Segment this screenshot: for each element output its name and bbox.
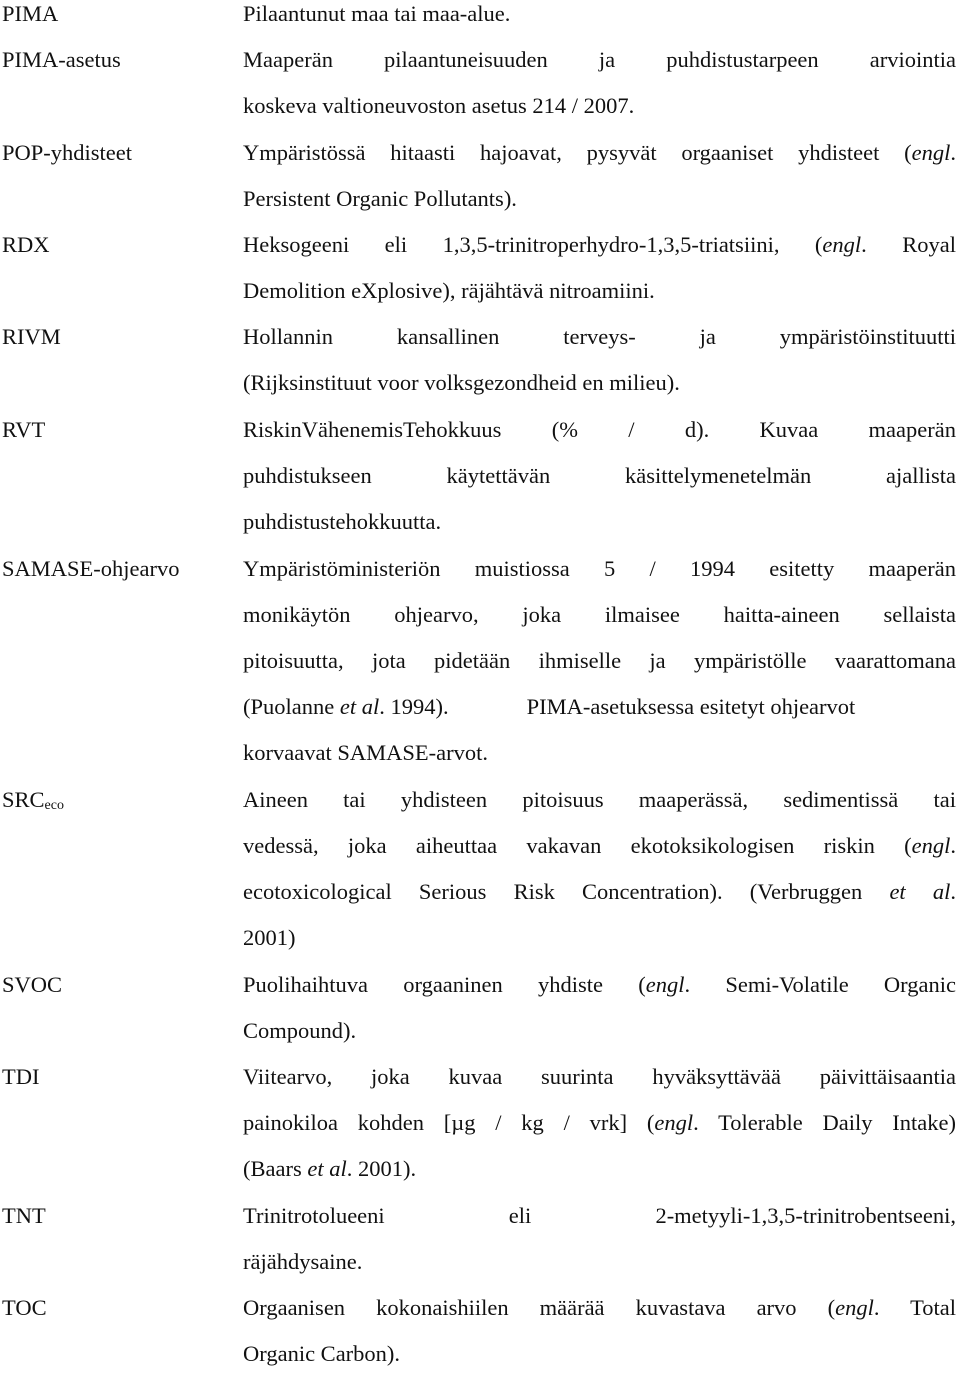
definition-line xyxy=(243,823,956,869)
definition-line xyxy=(243,962,956,1008)
term-text: PIMA-asetus xyxy=(2,47,121,72)
line-italic: et al xyxy=(339,694,380,719)
glossary-term xyxy=(2,1054,40,1100)
definition-line xyxy=(243,222,956,268)
definition-line xyxy=(243,869,956,915)
glossary-definition xyxy=(243,1054,956,1192)
line-text: . Total xyxy=(873,1295,956,1320)
definition-line: (Rijksinstituut voor volksgezondheid en milieu). xyxy=(243,370,680,395)
glossary-term xyxy=(2,1193,46,1239)
definition-line: monikäytön ohjearvo, joka ilmaisee haitta-aineen sellaista xyxy=(243,602,956,627)
line-italic: engl xyxy=(911,140,951,165)
glossary-definition xyxy=(243,962,956,1054)
line-text: vedessä, joka aiheuttaa vakavan ekotoksikologisen riskin ( xyxy=(243,833,912,858)
glossary-term xyxy=(2,0,58,37)
line-text: . Tolerable Daily Intake) xyxy=(693,1110,956,1135)
definition-line: RiskinVähenemisTehokkuus (% / d). Kuvaa maaperän xyxy=(243,417,956,442)
line-text: (Baars xyxy=(243,1156,308,1181)
line-italic: engl xyxy=(822,232,862,257)
definition-line: Demolition eXplosive), räjähtävä nitroamiini. xyxy=(243,278,655,303)
glossary-term xyxy=(2,222,50,268)
definition-line: Trinitrotolueeni eli 2-metyyli-1,3,5-trinitrobentseeni, xyxy=(243,1203,956,1228)
glossary-term xyxy=(2,130,132,176)
definition-line xyxy=(243,1100,956,1146)
definition-line xyxy=(243,1146,956,1192)
definition-line: koskeva valtioneuvoston asetus 214 / 2007. xyxy=(243,93,635,118)
definition-line: Pilaantunut maa tai maa-alue. xyxy=(243,1,511,26)
glossary-term xyxy=(2,314,61,360)
term-text: RDX xyxy=(2,232,50,257)
term-text: PIMA xyxy=(2,1,59,26)
glossary-term xyxy=(2,962,62,1008)
glossary-term xyxy=(2,546,179,592)
definition-line: korvaavat SAMASE-arvot. xyxy=(243,740,488,765)
definition-line: Ympäristöministeriön muistiossa 5 / 1994 esitetty maaperän xyxy=(243,556,956,581)
term-text: TDI xyxy=(2,1064,40,1089)
glossary-definition xyxy=(243,314,956,406)
line-italic: engl xyxy=(654,1110,694,1135)
definition-line xyxy=(243,130,956,176)
line-text: . xyxy=(950,879,956,904)
term-text: RVT xyxy=(2,417,46,442)
definition-line: Viitearvo, joka kuvaa suurinta hyväksyttävää päivittäisaantia xyxy=(243,1064,956,1089)
line-text: Ympäristössä hitaasti hajoavat, pysyvät orgaaniset yhdisteet ( xyxy=(243,140,912,165)
definition-line: Organic Carbon). xyxy=(243,1341,401,1366)
term-text: SAMASE-ohjearvo xyxy=(2,556,180,581)
line-text: . Royal xyxy=(861,232,956,257)
line-text: . Semi-Volatile Organic xyxy=(684,972,956,997)
glossary-definition xyxy=(243,777,956,961)
line-text: . 2001). xyxy=(346,1156,417,1181)
glossary-definition xyxy=(243,37,956,129)
line-text: (Puolanne xyxy=(243,694,340,719)
line-text: ecotoxicological Serious Risk Concentration). (Verbruggen xyxy=(243,879,890,904)
definition-line: pitoisuutta, jota pidetään ihmiselle ja ympäristölle vaarattomana xyxy=(243,648,956,673)
glossary-definition xyxy=(243,0,956,37)
definition-line: Persistent Organic Pollutants). xyxy=(243,186,517,211)
term-text: POP-yhdisteet xyxy=(2,140,133,165)
term-subscript: eco xyxy=(44,798,64,813)
term-text: SVOC xyxy=(2,972,63,997)
line-text: painokiloa kohden [µg / kg / vrk] ( xyxy=(243,1110,655,1135)
line-italic: et al xyxy=(889,879,951,904)
glossary-definition xyxy=(243,1193,956,1285)
line-italic: engl xyxy=(645,972,685,997)
glossary-term xyxy=(2,37,121,83)
definition-line: Aineen tai yhdisteen pitoisuus maaperässä, sedimentissä tai xyxy=(243,787,956,812)
term-text: SRC xyxy=(2,787,45,812)
line-text: PIMA-asetuksessa esitetyt ohjearvot xyxy=(526,694,856,719)
line-text: . xyxy=(950,140,956,165)
line-text: Orgaanisen kokonaishiilen määrää kuvastava arvo ( xyxy=(243,1295,836,1320)
definition-line: Maaperän pilaantuneisuuden ja puhdistustarpeen arviointia xyxy=(243,47,956,72)
term-text: TNT xyxy=(2,1203,46,1228)
line-text: . xyxy=(950,833,956,858)
line-text: Puolihaihtuva orgaaninen yhdiste ( xyxy=(243,972,646,997)
term-text: RIVM xyxy=(2,324,61,349)
line-italic: engl xyxy=(911,833,951,858)
definition-line: räjähdysaine. xyxy=(243,1249,363,1274)
definition-line: puhdistukseen käytettävän käsittelymenetelmän ajallista xyxy=(243,463,956,488)
line-italic: et al xyxy=(307,1156,347,1181)
glossary-definition xyxy=(243,1285,956,1377)
glossary-definition xyxy=(243,222,956,314)
definition-line xyxy=(243,684,956,730)
glossary-term xyxy=(2,777,64,829)
line-italic: engl xyxy=(835,1295,874,1320)
glossary-definition xyxy=(243,407,956,545)
definition-line: Hollannin kansallinen terveys- ja ympäristöinstituutti xyxy=(243,324,956,349)
definition-line: Compound). xyxy=(243,1018,357,1043)
definition-line xyxy=(243,1285,956,1331)
definition-line: puhdistustehokkuutta. xyxy=(243,509,442,534)
line-text: Heksogeeni eli 1,3,5-trinitroperhydro-1,3,5-triatsiini, ( xyxy=(243,232,823,257)
glossary-definition xyxy=(243,546,956,776)
glossary-term xyxy=(2,1285,47,1331)
glossary-definition xyxy=(243,130,956,222)
glossary-term xyxy=(2,407,45,453)
definition-line: 2001) xyxy=(243,925,296,950)
term-text: TOC xyxy=(2,1295,47,1320)
line-text: . 1994). xyxy=(379,694,449,719)
